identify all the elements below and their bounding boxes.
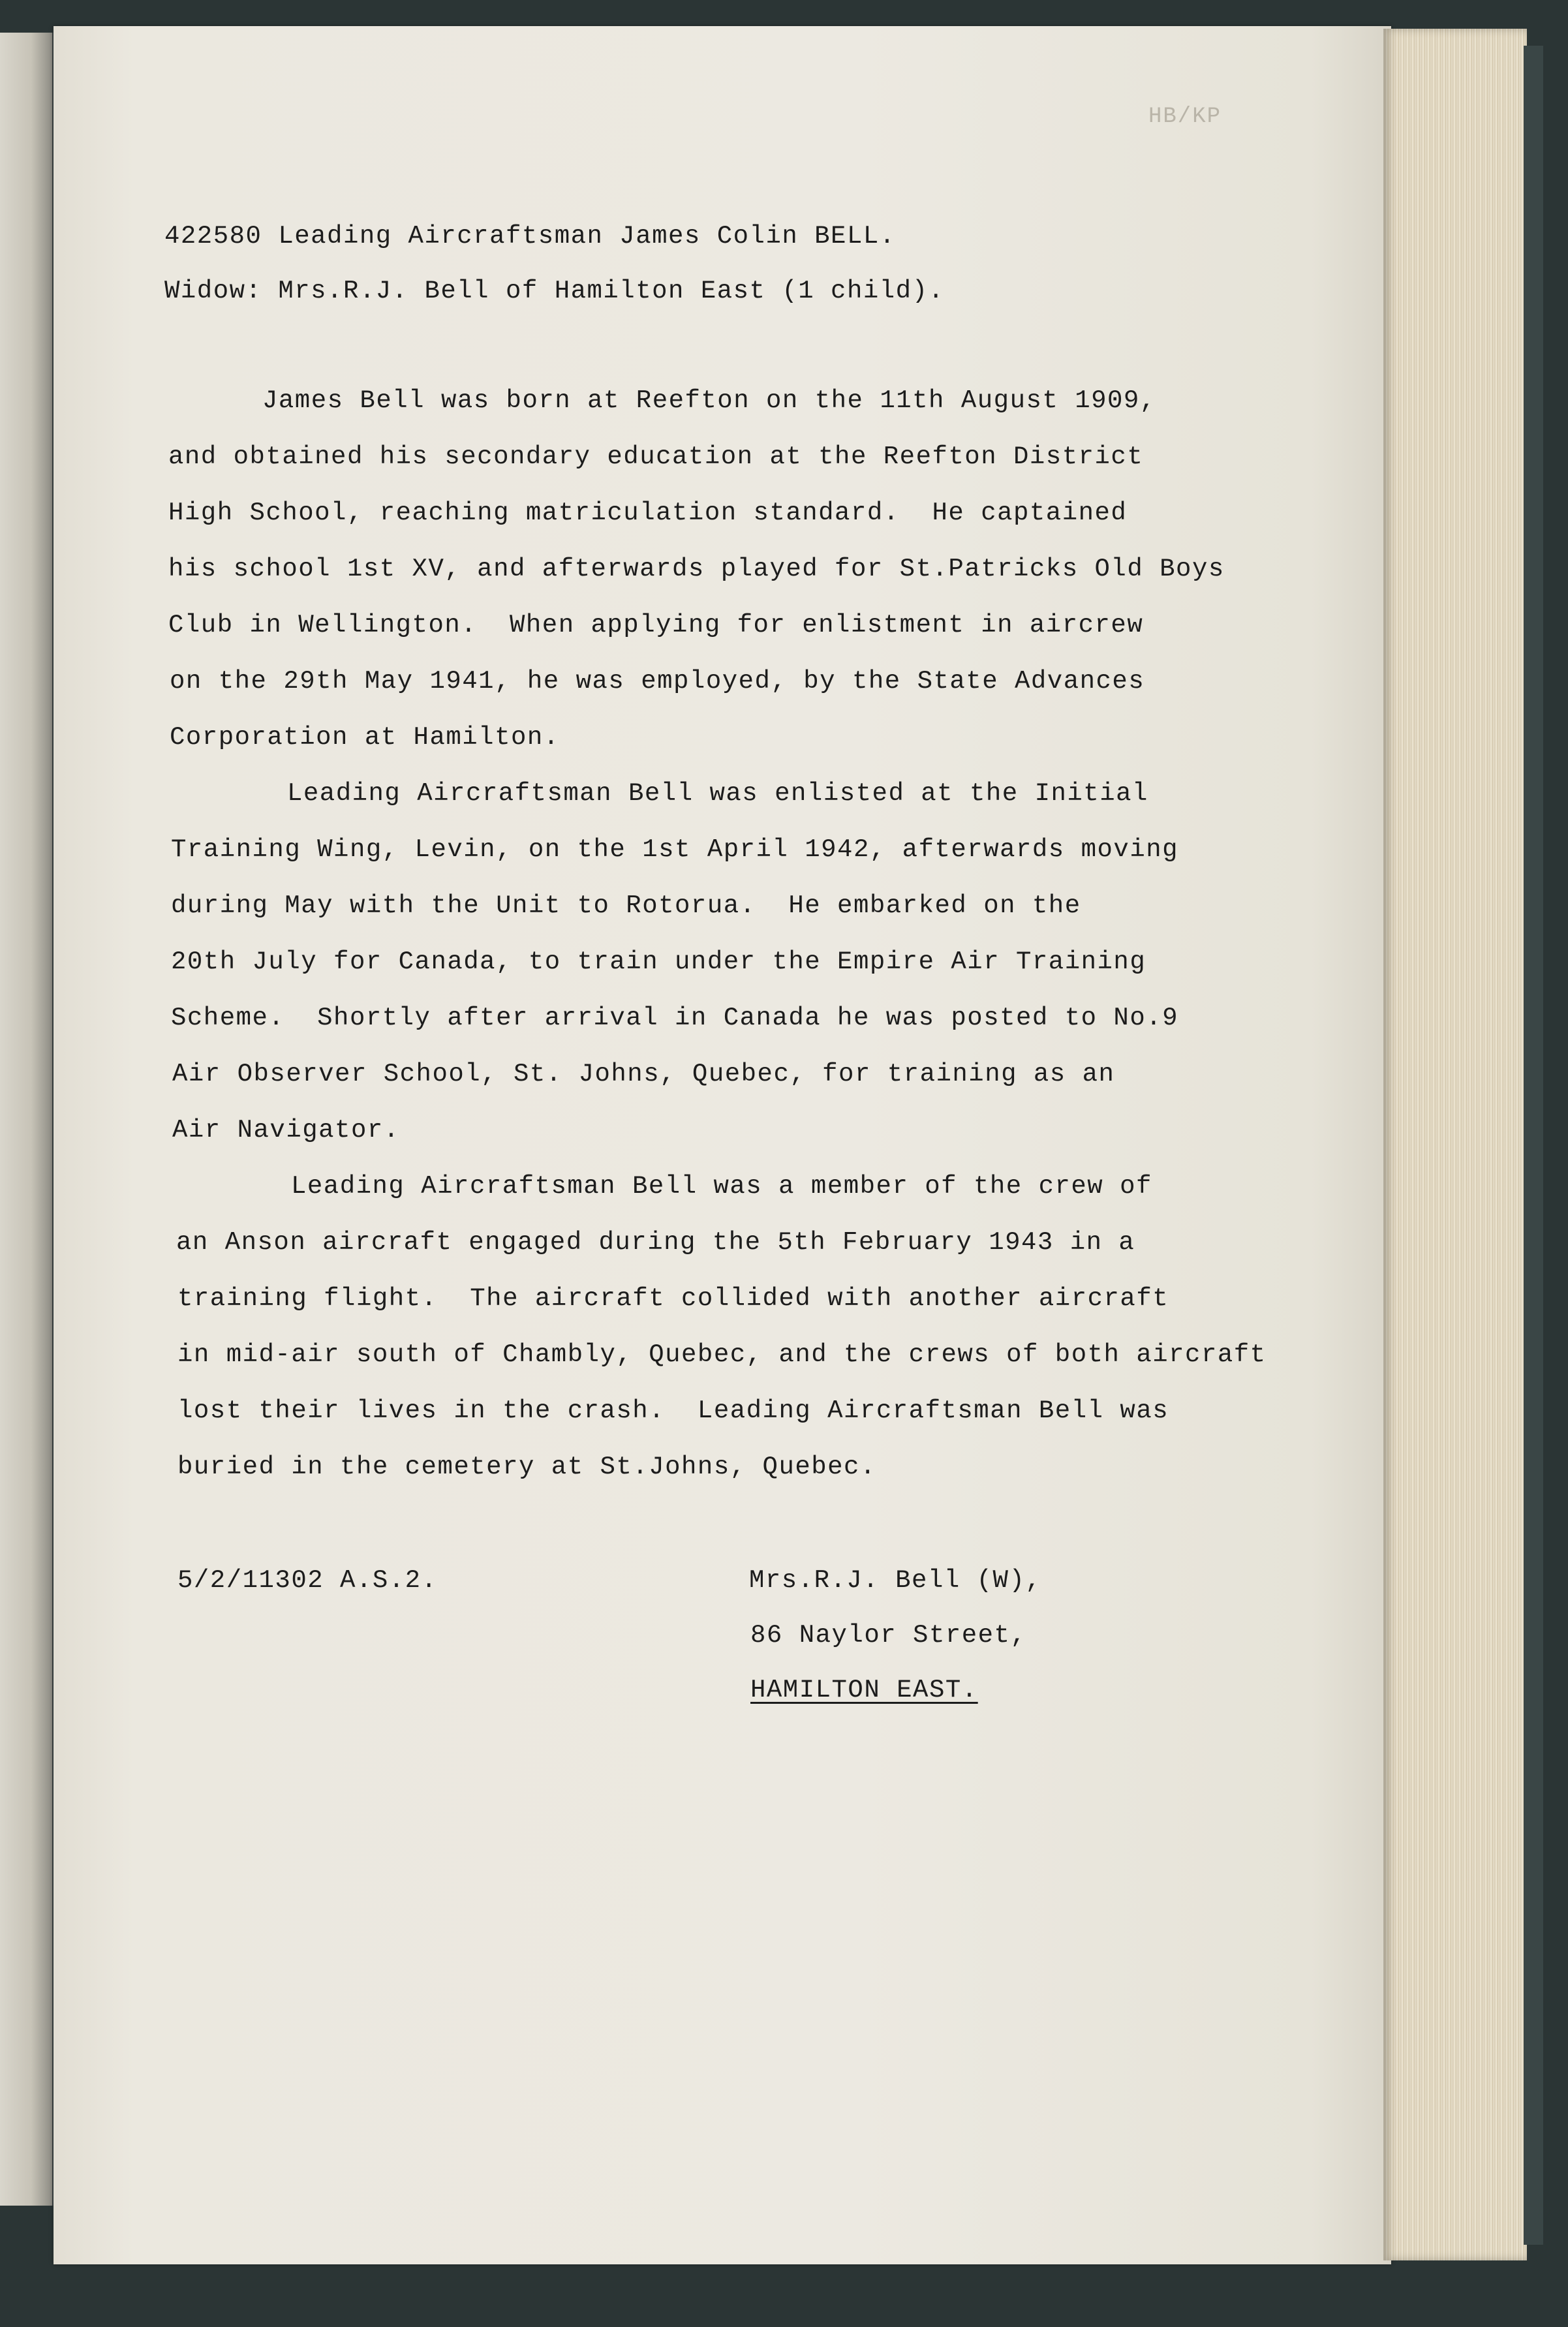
body-line: Club in Wellington. When applying for enlistment in aircrew (168, 611, 1144, 640)
body-line: an Anson aircraft engaged during the 5th February 1943 in a (176, 1228, 1135, 1257)
body-line: his school 1st XV, and afterwards played for St.Patricks Old Boys (168, 555, 1225, 583)
body-line: and obtained his secondary education at the Reefton District (168, 442, 1144, 471)
body-line: Corporation at Hamilton. (170, 723, 560, 752)
address-city: HAMILTON EAST. (750, 1676, 978, 1704)
body-line: Scheme. Shortly after arrival in Canada he was posted to No.9 (171, 1004, 1179, 1032)
address-name: Mrs.R.J. Bell (W), (749, 1566, 1042, 1595)
book-cover-edge (1524, 46, 1543, 2245)
body-line: in mid-air south of Chambly, Quebec, and the crews of both aircraft (177, 1340, 1267, 1369)
body-line: during May with the Unit to Rotorua. He embarked on the (171, 891, 1081, 920)
heading-title: 422580 Leading Aircraftsman James Colin BELL. (164, 222, 896, 251)
body-line: 20th July for Canada, to train under the Empire Air Training (171, 948, 1146, 976)
body-line: James Bell was born at Reefton on the 11th August 1909, (262, 386, 1156, 415)
body-line: Air Navigator. (172, 1116, 400, 1145)
heading-widow: Widow: Mrs.R.J. Bell of Hamilton East (1 child). (164, 277, 945, 305)
body-line: High School, reaching matriculation standard. He captained (168, 499, 1128, 527)
body-line: Leading Aircraftsman Bell was enlisted at the Initial (287, 779, 1148, 808)
body-line: buried in the cemetery at St.Johns, Quebec. (177, 1453, 876, 1481)
address-street: 86 Naylor Street, (750, 1621, 1027, 1650)
file-reference: 5/2/11302 A.S.2. (177, 1566, 438, 1595)
reference-mark: HB/KP (1148, 104, 1222, 129)
book-page-edges (1383, 29, 1527, 2260)
body-line: lost their lives in the crash. Leading Aircraftsman Bell was (177, 1396, 1169, 1425)
body-line: Training Wing, Levin, on the 1st April 1942, afterwards moving (171, 835, 1179, 864)
body-line: Leading Aircraftsman Bell was a member of the crew of (291, 1172, 1152, 1201)
body-line: training flight. The aircraft collided with another aircraft (177, 1284, 1169, 1313)
body-line: on the 29th May 1941, he was employed, by the State Advances (170, 667, 1145, 696)
left-page-edge (0, 33, 54, 2206)
body-line: Air Observer School, St. Johns, Quebec, for training as an (172, 1060, 1115, 1088)
